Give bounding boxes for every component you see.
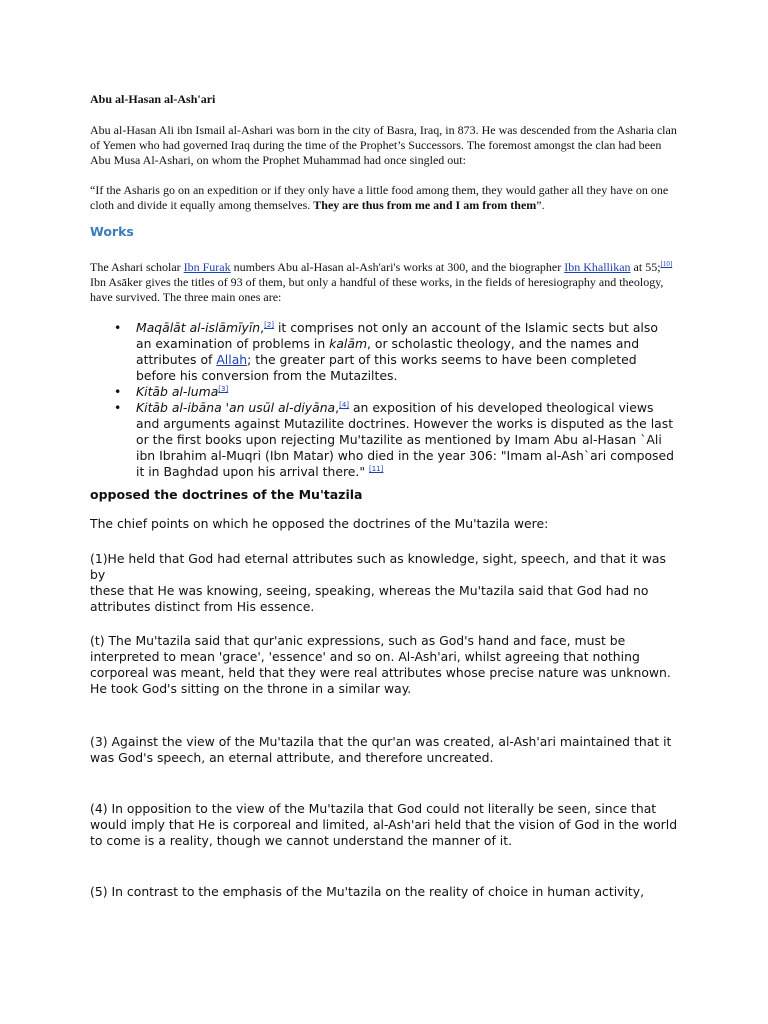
- point-5: (5) In contrast to the emphasis of the Mu'tazila on the reality of choice in human activity,: [90, 884, 645, 899]
- point-3-line-b: was God's speech, an eternal attribute, and therefore uncreated.: [90, 750, 494, 765]
- list-item: • Kitāb al-ibāna 'an usūl al-diyāna,[4] an exposition of his developed theological views and arguments against Mutazilite doctrines. However the works is disputed as the last or the first books upon rejecting Mu'tazilite as mentioned by Imam Abu al-Hasan `Ali ibn Ibrahim al-Muqri (Ibn Matar) who died in the year 306: "Imam al-Ash`ari composed it in Baghdad upon his arrival there." [11]: [136, 400, 676, 480]
- ref-2-link[interactable]: [2]: [264, 320, 275, 329]
- point-1-line-a: (1)He held that God had eternal attributes such as knowledge, sight, speech, and that it was by: [90, 551, 666, 582]
- quote-end: ”.: [536, 198, 545, 212]
- quote-bold: They are thus from me and I am from them: [313, 198, 537, 212]
- ref-4-link[interactable]: [4]: [339, 400, 350, 409]
- works-text-2: numbers Abu al-Hasan al-Ash'ari's works at 300, and the biographer: [230, 260, 565, 274]
- point-3: [90, 734, 680, 766]
- kalam-term: kalām: [329, 336, 368, 351]
- works-text-1: The Ashari scholar: [90, 260, 184, 274]
- works-list: [90, 320, 676, 480]
- ibn-khallikan-link[interactable]: Ibn Khallikan: [564, 260, 631, 274]
- point-2-line-b: He took God's sitting on the throne in a similar way.: [90, 681, 412, 696]
- document-title: Abu al-Hasan al-Ash'ari: [90, 92, 216, 106]
- ref-3-link[interactable]: [3]: [218, 384, 229, 393]
- work-desc-2: , or scholastic theology, and the names and attributes of: [136, 336, 640, 367]
- intro-paragraph: Abu al-Hasan Ali ibn Ismail al-Ashari was born in the city of Basra, Iraq, in 873. He was descended from the Asharia clan of Yemen who had governed Iraq during the time of the Prophet’s Successors. The foremost amongst the clan had been Abu Musa Al-Ashari, on whom the Prophet Muhammad had once singled out:: [90, 123, 677, 167]
- work-desc-1: an exposition of his developed theological views and arguments against Mutazilite doctrines. However the works is disputed as the last or the first books upon rejecting Mu'tazilite as mentioned by Imam Abu al-Hasan `Ali ibn Ibrahim al-Muqri (Ibn Matar) who died in the year 306: "Imam al-Ash`ari composed it in Baghdad upon his arrival there.": [136, 400, 675, 479]
- prophet-quote: [90, 183, 685, 213]
- ref-10-link[interactable]: [10]: [660, 260, 673, 268]
- works-text-3: at 55;: [630, 260, 661, 274]
- work-title: Kitāb al-luma: [136, 384, 219, 399]
- point-2-line-a: (t) The Mu'tazila said that qur'anic expressions, such as God's hand and face, must be interpreted to mean 'grace', 'essence' and so on. Al-Ash'ari, whilst agreeing that nothing corporeal was meant, held that they were real attributes whose precise nature was unknown.: [90, 633, 671, 680]
- work-title: Maqālāt al-islāmīyīn: [136, 320, 261, 335]
- point-1-line-b: these that He was knowing, seeing, speaking, whereas the Mu'tazila said that God had no attributes distinct from His essence.: [90, 583, 649, 614]
- point-1: [90, 551, 680, 615]
- point-4-line-a: (4) In opposition to the view of the Mu'tazila that God could not literally be seen, since that would imply that He is corporeal and limited, al-Ash'ari held that the vision of God in the world: [90, 801, 678, 832]
- list-item: • Maqālāt al-islāmīyīn,[2] it comprises not only an account of the Islamic sects but also an examination of problems in kalām, or scholastic theology, and the names and attributes of Allah; the greater part of this works seems to have been completed before his conversion from the Mutaziltes.: [136, 320, 676, 384]
- point-4-line-b: to come is a reality, though we cannot understand the manner of it.: [90, 833, 513, 848]
- ibn-furak-link[interactable]: Ibn Furak: [183, 260, 231, 274]
- chief-points-intro: The chief points on which he opposed the doctrines of the Mu'tazila were:: [90, 516, 549, 531]
- opposed-heading: opposed the doctrines of the Mu'tazila: [90, 487, 363, 502]
- works-paragraph: [90, 260, 680, 305]
- work-desc-3: ; the greater part of this works seems to have been completed before his conversion from the Mutaziltes.: [136, 352, 637, 383]
- point-2: [90, 633, 680, 697]
- ref-11-link[interactable]: [11]: [369, 464, 384, 473]
- point-4: [90, 801, 680, 849]
- works-heading: Works: [90, 224, 134, 239]
- list-item: [136, 384, 676, 400]
- work-title: Kitāb al-ibāna 'an usūl al-diyāna: [136, 400, 336, 415]
- works-text-4: Ibn Asāker gives the titles of 93 of them, but only a handful of these works, in the fields of heresiography and theology, have survived. The three main ones are:: [90, 275, 664, 304]
- work-desc-1: it comprises not only an account of the Islamic sects but also an examination of problems in: [136, 320, 658, 351]
- quote-text: “If the Asharis go on an expedition or if they only have a little food among them, they would gather all they have on one cloth and divide it equally among themselves.: [90, 183, 669, 212]
- allah-link[interactable]: Allah: [216, 352, 248, 367]
- point-3-line-a: (3) Against the view of the Mu'tazila that the qur'an was created, al-Ash'ari maintained that it: [90, 734, 672, 749]
